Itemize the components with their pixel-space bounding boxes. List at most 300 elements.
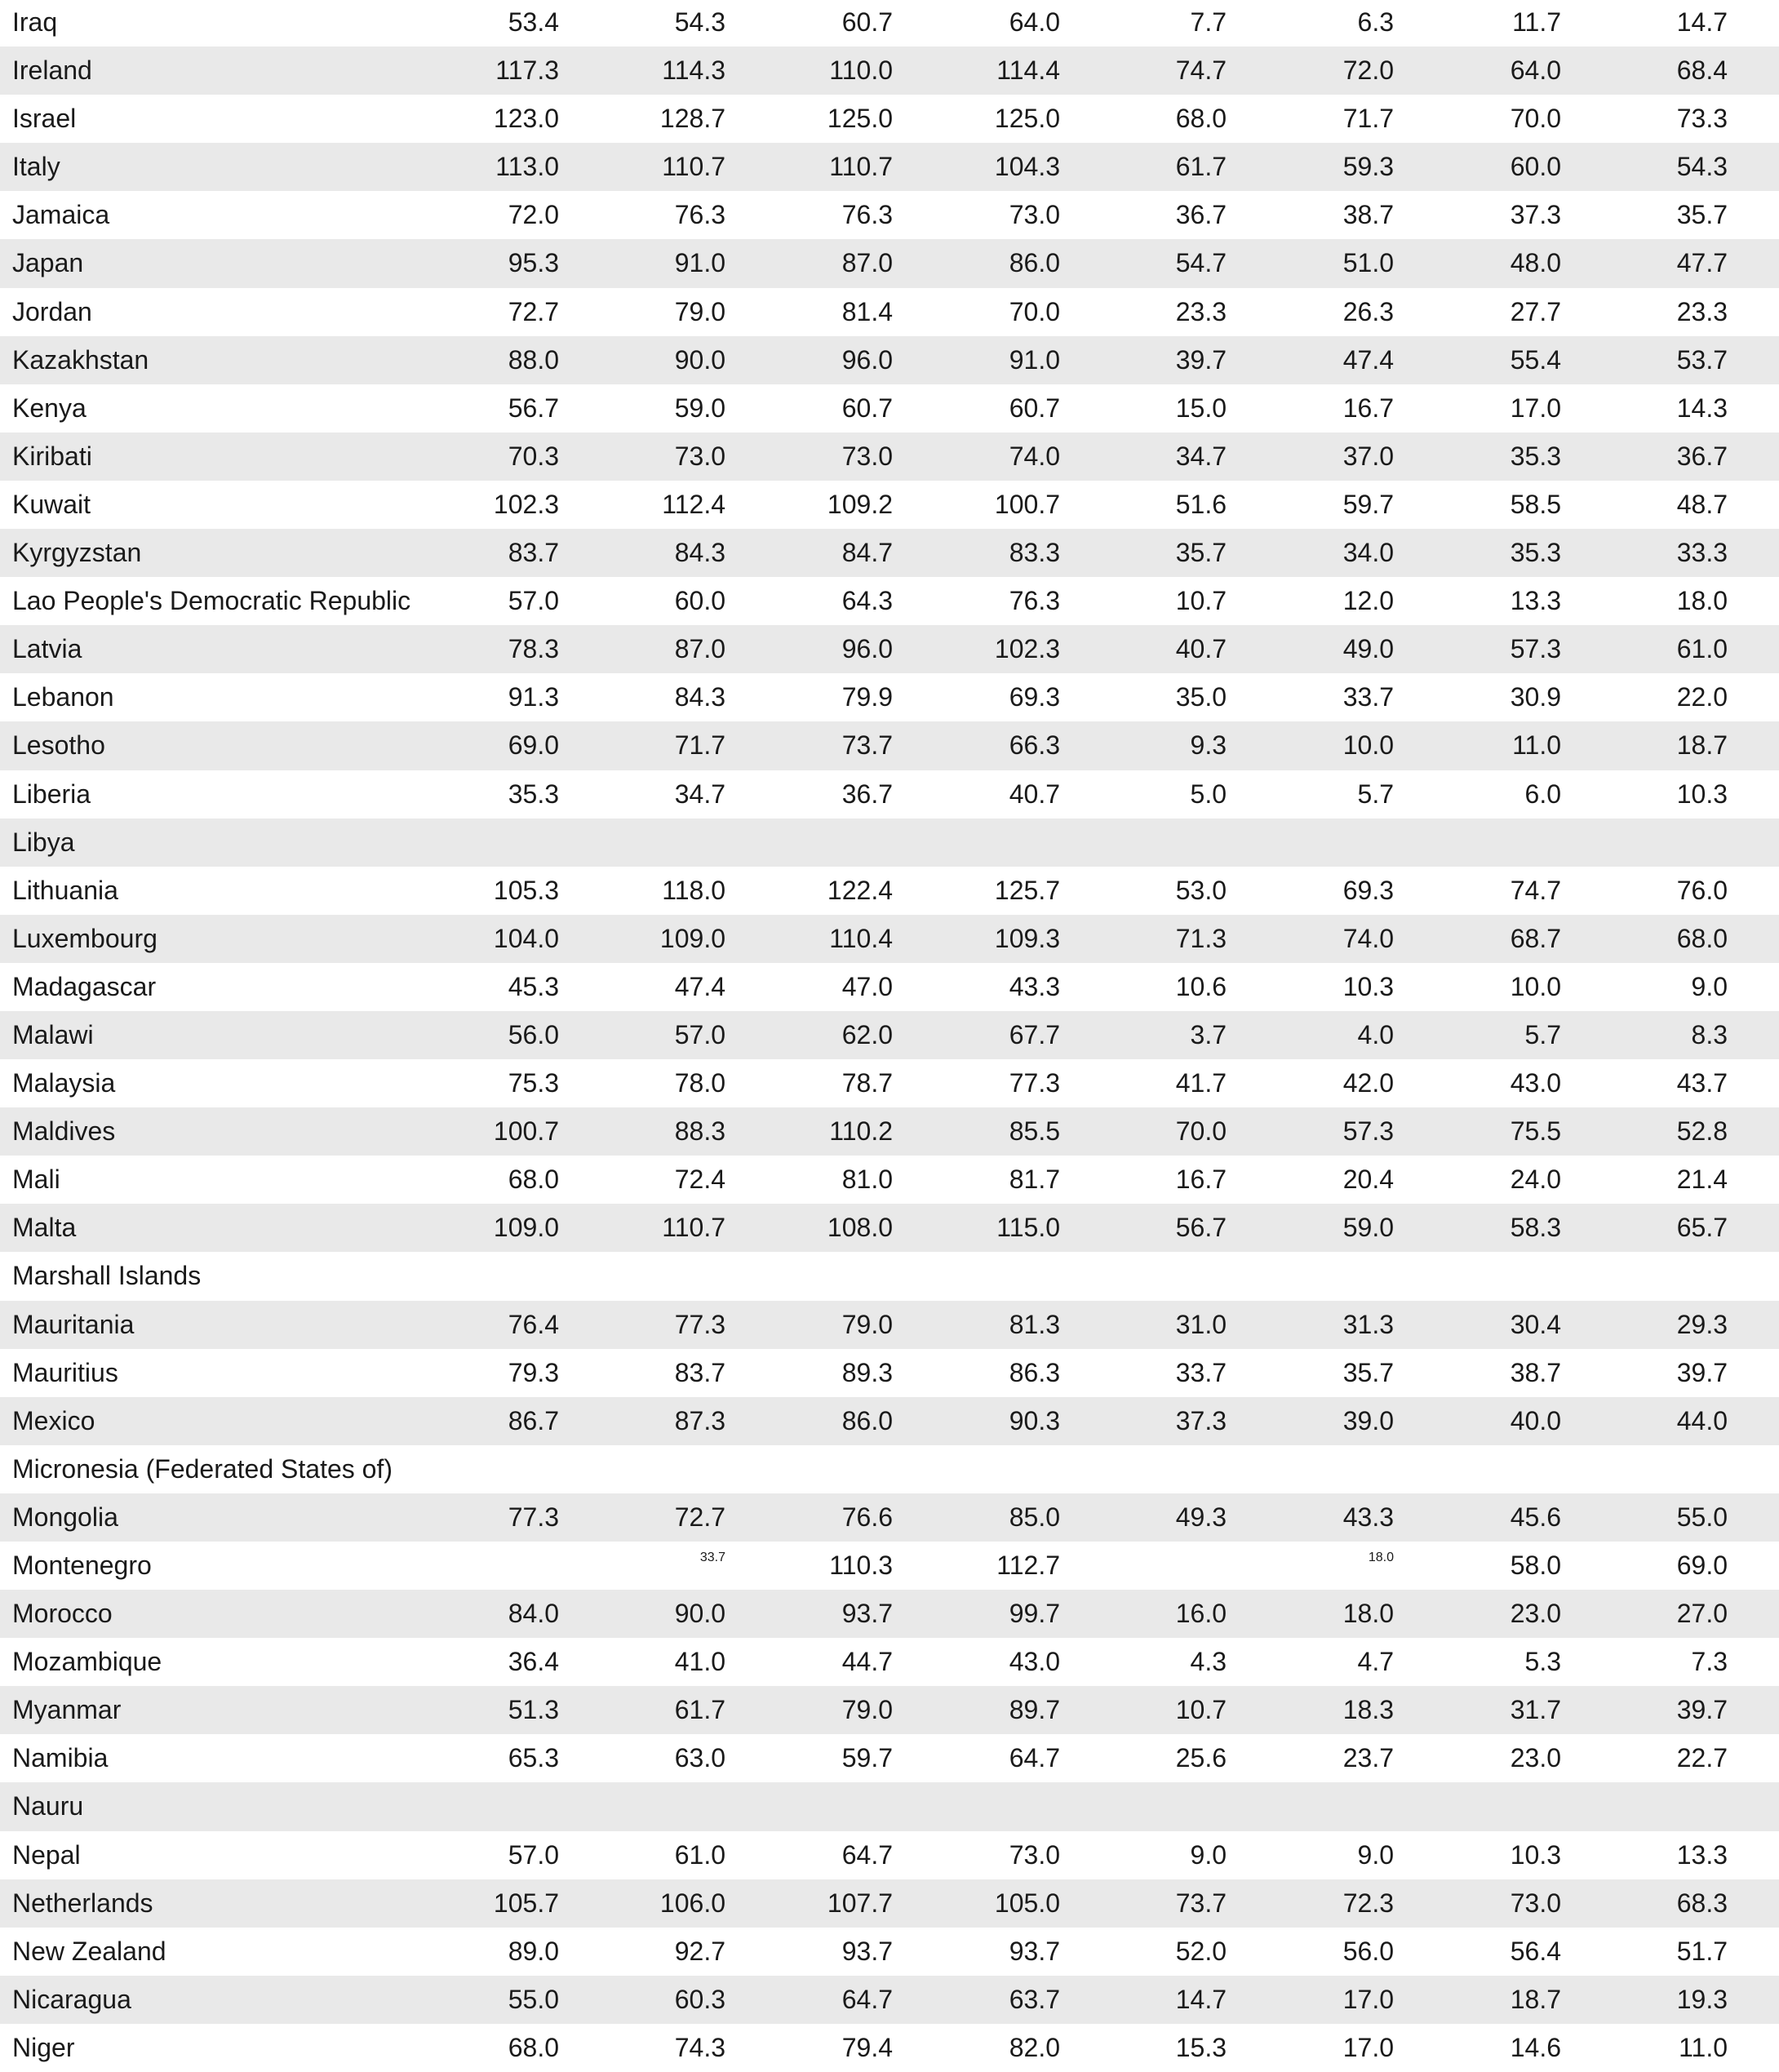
value-cell: 93.7 (1009, 1936, 1060, 1966)
value-cell: 60.7 (841, 7, 893, 37)
value-cell: 64.7 (1009, 1743, 1060, 1773)
value-cell: 64.7 (841, 1984, 893, 2014)
value-cell: 100.7 (994, 489, 1060, 519)
value-cell (428, 1782, 559, 1830)
value-cell: 66.3 (1009, 730, 1060, 761)
country-name: Kiribati (12, 441, 92, 471)
value-cell: 110.4 (829, 923, 893, 953)
country-name: Israel (12, 104, 77, 134)
value-cell: 20.4 (1342, 1165, 1394, 1195)
value-cell: 63.0 (674, 1743, 725, 1773)
value-cell: 70.3 (508, 441, 559, 471)
table-row (0, 915, 1779, 963)
table-row (0, 47, 1779, 95)
value-cell: 18.3 (1342, 1695, 1394, 1725)
value-cell: 110.7 (829, 152, 893, 182)
table-row (0, 1445, 1779, 1493)
table-row (0, 384, 1779, 433)
value-cell: 58.0 (1510, 1551, 1561, 1580)
value-cell: 84.7 (841, 538, 893, 568)
value-cell: 43.0 (1009, 1647, 1060, 1677)
table-row (0, 673, 1779, 721)
value-cell: 91.3 (508, 682, 559, 712)
value-cell: 39.0 (1342, 1405, 1394, 1435)
value-cell: 26.3 (1342, 296, 1394, 326)
value-cell: 61.7 (1175, 152, 1227, 182)
value-cell: 86.0 (841, 1405, 893, 1435)
value-cell: 18.7 (1510, 1984, 1561, 2014)
value-cell: 92.7 (674, 1936, 725, 1966)
country-name: Liberia (12, 779, 91, 809)
value-cell: 59.0 (1342, 1213, 1394, 1243)
table-row (0, 577, 1779, 625)
value-cell: 10.7 (1175, 586, 1227, 616)
value-cell: 100.7 (493, 1116, 559, 1147)
value-cell: 9.0 (1357, 1839, 1394, 1870)
country-name: Ireland (12, 55, 92, 86)
value-cell: 55.0 (1676, 1502, 1728, 1532)
value-cell (1431, 1252, 1561, 1300)
value-cell: 5.7 (1524, 1019, 1561, 1049)
value-cell: 86.0 (1009, 248, 1060, 278)
value-cell: 61.0 (1676, 634, 1728, 664)
value-cell: 83.7 (674, 1357, 725, 1387)
country-name: Marshall Islands (12, 1261, 202, 1291)
value-cell: 36.7 (841, 779, 893, 809)
country-name: Luxembourg (12, 923, 157, 953)
value-cell: 68.0 (1175, 104, 1227, 134)
value-cell: 30.9 (1510, 682, 1561, 712)
value-cell (1431, 1782, 1561, 1830)
value-cell (1263, 1252, 1394, 1300)
table-row (0, 1686, 1779, 1734)
country-name: Kazakhstan (12, 344, 149, 375)
value-cell: 45.3 (508, 971, 559, 1001)
value-cell: 74.0 (1009, 441, 1060, 471)
value-cell: 56.7 (1175, 1213, 1227, 1243)
value-cell: 35.3 (1510, 441, 1561, 471)
value-cell: 48.0 (1510, 248, 1561, 278)
value-cell: 76.3 (674, 200, 725, 230)
value-cell: 27.7 (1510, 296, 1561, 326)
country-name: Nauru (12, 1791, 84, 1821)
value-cell: 83.3 (1009, 538, 1060, 568)
value-cell (1597, 819, 1728, 867)
table-row (0, 191, 1779, 239)
value-cell: 68.7 (1510, 923, 1561, 953)
table-row (0, 770, 1779, 819)
value-cell (595, 1782, 725, 1830)
value-cell: 31.3 (1342, 1309, 1394, 1339)
country-name: Mongolia (12, 1502, 118, 1532)
value-cell: 54.7 (1175, 248, 1227, 278)
value-cell: 41.7 (1175, 1068, 1227, 1098)
value-cell: 91.0 (1009, 344, 1060, 375)
value-cell: 109.0 (659, 923, 725, 953)
table-row (0, 2024, 1779, 2072)
value-cell: 35.3 (1510, 538, 1561, 568)
country-name: Montenegro (12, 1551, 152, 1580)
value-cell (595, 1252, 725, 1300)
country-name: Malaysia (12, 1068, 116, 1098)
country-name: Mexico (12, 1405, 95, 1435)
value-cell: 22.0 (1676, 682, 1728, 712)
value-cell: 123.0 (493, 104, 559, 134)
value-cell: 72.3 (1342, 1888, 1394, 1918)
value-cell: 125.7 (994, 875, 1060, 905)
value-cell: 105.3 (493, 875, 559, 905)
value-cell (929, 1252, 1060, 1300)
value-cell (1096, 1252, 1227, 1300)
value-cell: 73.0 (1009, 200, 1060, 230)
value-cell: 61.7 (674, 1695, 725, 1725)
value-cell: 86.3 (1009, 1357, 1060, 1387)
value-cell: 99.7 (1009, 1599, 1060, 1629)
table-row (0, 721, 1779, 770)
value-cell: 60.0 (1510, 152, 1561, 182)
value-cell: 75.3 (508, 1068, 559, 1098)
value-cell: 56.7 (508, 393, 559, 423)
value-cell: 11.0 (1512, 730, 1561, 761)
value-cell: 54.3 (1676, 152, 1728, 182)
country-name: Nicaragua (12, 1984, 131, 2014)
value-cell: 89.3 (841, 1357, 893, 1387)
value-cell: 6.0 (1524, 779, 1561, 809)
value-cell: 69.3 (1009, 682, 1060, 712)
value-cell: 23.3 (1175, 296, 1227, 326)
value-cell: 93.7 (841, 1599, 893, 1629)
value-cell: 72.0 (1342, 55, 1394, 86)
value-cell: 16.7 (1175, 1165, 1227, 1195)
value-cell: 61.0 (674, 1839, 725, 1870)
value-cell: 117.3 (495, 55, 559, 86)
value-cell: 110.7 (662, 152, 725, 182)
value-cell (1431, 819, 1561, 867)
value-cell (1096, 1445, 1227, 1493)
country-name: Malta (12, 1213, 77, 1243)
value-cell: 56.0 (508, 1019, 559, 1049)
value-cell: 85.0 (1009, 1502, 1060, 1532)
value-cell: 102.3 (493, 489, 559, 519)
value-cell: 76.4 (508, 1309, 559, 1339)
value-cell: 11.0 (1679, 2032, 1728, 2062)
value-cell: 104.0 (493, 923, 559, 953)
value-cell: 109.0 (493, 1213, 559, 1243)
table-row (0, 433, 1779, 481)
table-row (0, 1397, 1779, 1445)
value-cell: 4.7 (1357, 1647, 1394, 1677)
value-cell: 82.0 (1009, 2032, 1060, 2062)
value-cell: 90.0 (674, 1599, 725, 1629)
value-cell: 56.0 (1342, 1936, 1394, 1966)
table-row (0, 1590, 1779, 1638)
value-cell: 8.3 (1691, 1019, 1728, 1049)
value-cell: 95.3 (508, 248, 559, 278)
value-cell: 29.3 (1676, 1309, 1728, 1339)
value-cell: 14.7 (1175, 1984, 1227, 2014)
value-cell: 110.2 (829, 1116, 893, 1147)
value-cell (1597, 1445, 1728, 1493)
value-cell: 78.7 (841, 1068, 893, 1098)
value-cell: 49.0 (1342, 634, 1394, 664)
value-cell: 87.0 (841, 248, 893, 278)
value-cell: 73.0 (1510, 1888, 1561, 1918)
country-name: Iraq (12, 7, 58, 37)
value-cell: 67.7 (1009, 1019, 1060, 1049)
value-cell: 110.3 (829, 1551, 893, 1580)
table-row (0, 1011, 1779, 1059)
value-cell: 60.3 (674, 1984, 725, 2014)
value-cell: 55.4 (1510, 344, 1561, 375)
value-cell (428, 1542, 559, 1590)
value-cell: 57.3 (1342, 1116, 1394, 1147)
value-cell: 64.7 (841, 1839, 893, 1870)
value-cell: 34.7 (674, 779, 725, 809)
country-name: Niger (12, 2032, 75, 2062)
value-cell: 107.7 (827, 1888, 893, 1918)
value-cell: 73.0 (674, 441, 725, 471)
country-name: Japan (12, 248, 84, 278)
value-cell: 114.4 (996, 55, 1060, 86)
value-cell: 68.0 (1676, 923, 1728, 953)
value-cell: 59.0 (674, 393, 725, 423)
value-cell: 52.8 (1676, 1116, 1728, 1147)
value-cell: 14.6 (1510, 2032, 1561, 2062)
value-cell: 9.0 (1190, 1839, 1227, 1870)
value-cell: 18.7 (1676, 730, 1728, 761)
value-cell: 51.6 (1175, 489, 1227, 519)
country-name: Libya (12, 827, 75, 857)
value-cell: 81.3 (1009, 1309, 1060, 1339)
value-cell (1263, 1445, 1394, 1493)
value-cell (1263, 819, 1394, 867)
value-cell (428, 819, 559, 867)
country-name: Nepal (12, 1839, 81, 1870)
value-cell (762, 1252, 893, 1300)
value-cell: 77.3 (1009, 1068, 1060, 1098)
value-cell: 35.3 (508, 779, 559, 809)
value-cell: 65.7 (1676, 1213, 1728, 1243)
value-cell: 36.7 (1175, 200, 1227, 230)
table-row (0, 288, 1779, 336)
country-name: Namibia (12, 1743, 109, 1773)
value-cell: 75.5 (1510, 1116, 1561, 1147)
value-cell: 10.6 (1175, 971, 1227, 1001)
value-cell: 45.6 (1510, 1502, 1561, 1532)
value-cell: 105.7 (493, 1888, 559, 1918)
value-cell: 79.0 (841, 1695, 893, 1725)
table-row (0, 239, 1779, 287)
value-cell: 37.3 (1510, 200, 1561, 230)
value-cell: 128.7 (659, 104, 725, 134)
value-cell: 104.3 (994, 152, 1060, 182)
value-cell: 76.3 (1009, 586, 1060, 616)
value-cell: 96.0 (841, 634, 893, 664)
value-cell: 112.4 (662, 489, 725, 519)
value-cell: 68.0 (508, 2032, 559, 2062)
value-cell: 68.0 (508, 1165, 559, 1195)
value-cell: 74.3 (674, 2032, 725, 2062)
country-name: Kyrgyzstan (12, 538, 142, 568)
table-row (0, 1831, 1779, 1879)
value-cell: 62.0 (841, 1019, 893, 1049)
value-cell: 58.3 (1510, 1213, 1561, 1243)
value-cell: 86.7 (508, 1405, 559, 1435)
value-cell: 89.0 (508, 1936, 559, 1966)
value-cell: 59.7 (1342, 489, 1394, 519)
value-cell: 17.0 (1342, 1984, 1394, 2014)
value-cell: 14.3 (1676, 393, 1728, 423)
country-name: Morocco (12, 1599, 113, 1629)
value-cell: 33.7 (699, 1551, 725, 1564)
value-cell: 79.3 (508, 1357, 559, 1387)
country-name: Malawi (12, 1019, 94, 1049)
value-cell: 35.0 (1175, 682, 1227, 712)
value-cell: 35.7 (1342, 1357, 1394, 1387)
table-row (0, 1493, 1779, 1542)
value-cell: 5.0 (1190, 779, 1227, 809)
value-cell (1263, 1782, 1394, 1830)
value-cell: 71.3 (1175, 923, 1227, 953)
value-cell: 53.7 (1676, 344, 1728, 375)
value-cell: 43.3 (1342, 1502, 1394, 1532)
value-cell: 115.0 (996, 1213, 1060, 1243)
value-cell: 125.0 (827, 104, 893, 134)
value-cell: 19.3 (1676, 1984, 1728, 2014)
value-cell: 84.3 (674, 682, 725, 712)
value-cell (595, 819, 725, 867)
country-name: Lesotho (12, 730, 105, 761)
value-cell: 108.0 (827, 1213, 893, 1243)
value-cell: 76.3 (841, 200, 893, 230)
value-cell: 10.0 (1510, 971, 1561, 1001)
value-cell: 43.7 (1676, 1068, 1728, 1098)
value-cell: 9.0 (1691, 971, 1728, 1001)
value-cell: 7.3 (1691, 1647, 1728, 1677)
value-cell: 53.0 (1175, 875, 1227, 905)
value-cell: 79.0 (841, 1309, 893, 1339)
value-cell: 59.7 (841, 1743, 893, 1773)
value-cell: 40.7 (1175, 634, 1227, 664)
table-row (0, 1638, 1779, 1686)
country-name: Kenya (12, 393, 87, 423)
value-cell: 89.7 (1009, 1695, 1060, 1725)
value-cell: 43.0 (1510, 1068, 1561, 1098)
table-row (0, 1107, 1779, 1156)
value-cell: 27.0 (1676, 1599, 1728, 1629)
value-cell: 64.0 (1009, 7, 1060, 37)
value-cell: 40.0 (1510, 1405, 1561, 1435)
table-row (0, 1928, 1779, 1976)
value-cell: 55.0 (508, 1984, 559, 2014)
table-row (0, 1349, 1779, 1397)
value-cell: 4.0 (1357, 1019, 1394, 1049)
value-cell (428, 1252, 559, 1300)
value-cell: 87.3 (674, 1405, 725, 1435)
value-cell: 77.3 (508, 1502, 559, 1532)
value-cell: 71.7 (674, 730, 725, 761)
value-cell: 85.5 (1009, 1116, 1060, 1147)
value-cell: 122.4 (827, 875, 893, 905)
value-cell: 106.0 (659, 1888, 725, 1918)
value-cell: 31.7 (1510, 1695, 1561, 1725)
value-cell: 18.0 (1342, 1599, 1394, 1629)
value-cell: 79.0 (674, 296, 725, 326)
value-cell: 44.7 (841, 1647, 893, 1677)
value-cell: 64.3 (841, 586, 893, 616)
value-cell: 10.7 (1175, 1695, 1227, 1725)
value-cell: 109.3 (994, 923, 1060, 953)
value-cell: 38.7 (1342, 200, 1394, 230)
value-cell: 15.0 (1175, 393, 1227, 423)
value-cell: 35.7 (1676, 200, 1728, 230)
value-cell: 23.3 (1676, 296, 1728, 326)
value-cell: 7.7 (1190, 7, 1227, 37)
value-cell: 58.5 (1510, 489, 1561, 519)
table-row (0, 1252, 1779, 1300)
value-cell: 110.0 (829, 55, 893, 86)
country-name: New Zealand (12, 1936, 166, 1966)
value-cell: 84.3 (674, 538, 725, 568)
value-cell: 73.7 (1175, 1888, 1227, 1918)
value-cell: 38.7 (1510, 1357, 1561, 1387)
value-cell: 5.3 (1524, 1647, 1561, 1677)
value-cell: 47.0 (841, 971, 893, 1001)
value-cell: 96.0 (841, 344, 893, 375)
value-cell: 47.7 (1676, 248, 1728, 278)
value-cell (1431, 1445, 1561, 1493)
value-cell: 36.7 (1676, 441, 1728, 471)
value-cell: 69.0 (508, 730, 559, 761)
value-cell: 40.7 (1009, 779, 1060, 809)
value-cell (929, 1782, 1060, 1830)
value-cell (929, 819, 1060, 867)
value-cell: 74.7 (1510, 875, 1561, 905)
value-cell (1597, 1252, 1728, 1300)
value-cell: 60.7 (841, 393, 893, 423)
country-name: Maldives (12, 1116, 116, 1147)
value-cell: 60.0 (674, 586, 725, 616)
country-name: Netherlands (12, 1888, 153, 1918)
value-cell: 71.7 (1342, 104, 1394, 134)
table-row (0, 143, 1779, 191)
country-name: Latvia (12, 634, 82, 664)
country-name: Lao People's Democratic Republic (12, 586, 411, 616)
value-cell: 79.9 (841, 682, 893, 712)
value-cell: 37.3 (1175, 1405, 1227, 1435)
value-cell: 17.0 (1510, 393, 1561, 423)
value-cell: 4.3 (1190, 1647, 1227, 1677)
value-cell: 15.3 (1175, 2032, 1227, 2062)
value-cell: 43.3 (1009, 971, 1060, 1001)
value-cell: 77.3 (674, 1309, 725, 1339)
table-row (0, 95, 1779, 143)
table-row (0, 1879, 1779, 1928)
value-cell: 5.7 (1357, 779, 1394, 809)
value-cell: 11.7 (1512, 7, 1561, 37)
table-row (0, 1204, 1779, 1252)
country-name: Madagascar (12, 971, 157, 1001)
value-cell: 70.0 (1175, 1116, 1227, 1147)
value-cell: 47.4 (1342, 344, 1394, 375)
value-cell: 64.0 (1510, 55, 1561, 86)
value-cell: 48.7 (1676, 489, 1728, 519)
value-cell: 60.7 (1009, 393, 1060, 423)
value-cell: 90.0 (674, 344, 725, 375)
value-cell: 73.3 (1676, 104, 1728, 134)
value-cell: 37.0 (1342, 441, 1394, 471)
table-row (0, 819, 1779, 867)
